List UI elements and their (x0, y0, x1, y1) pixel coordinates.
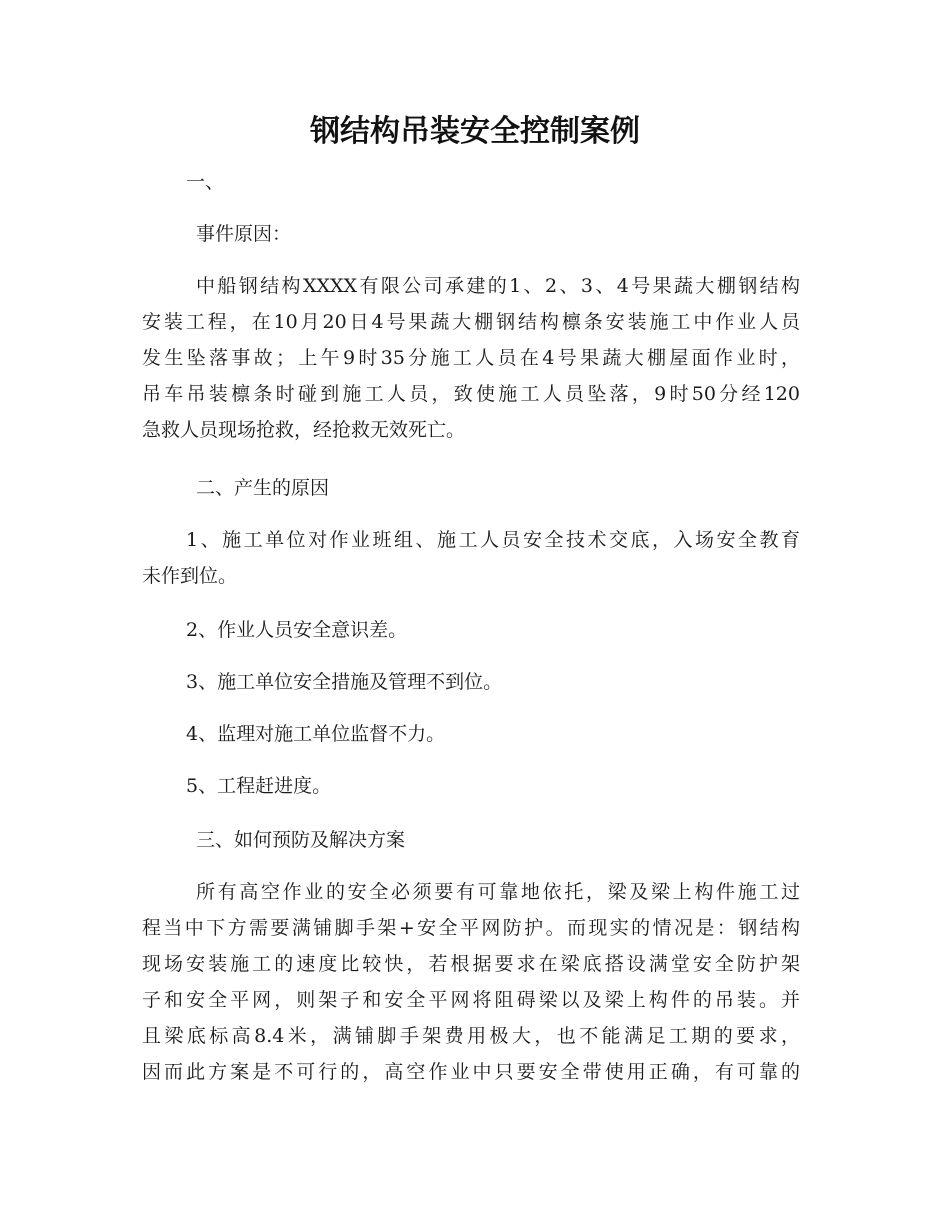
event-line: 急救人员现场抢救，经抢救无效死亡。 (142, 419, 466, 441)
cause-item: 1、施工单位对作业班组、施工人员安全技术交底，入场安全教育 (186, 529, 800, 551)
cause-item-continuation: 未作到位。 (142, 565, 238, 587)
event-heading: 事件原因： (196, 223, 292, 245)
cause-item: 5、工程赶进度。 (186, 775, 332, 797)
cause-item: 4、监理对施工单位监督不力。 (186, 723, 446, 745)
section1-heading: 一、 (186, 171, 225, 193)
section3-heading: 三、如何预防及解决方案 (196, 829, 406, 851)
event-line: 安装工程，在10月20日4号果蔬大棚钢结构檩条安装施工中作业人员 (142, 311, 800, 333)
event-line: 中船钢结构XXXX有限公司承建的1、2、3、4号果蔬大棚钢结构 (196, 275, 800, 297)
event-line: 吊车吊装檩条时碰到施工人员，致使施工人员坠落，9时50分经120 (142, 383, 800, 405)
solution-line: 因而此方案是不可行的，高空作业中只要安全带使用正确，有可靠的 (142, 1061, 800, 1083)
document-title: 钢结构吊装安全控制案例 (310, 114, 640, 149)
event-line: 发生坠落事故；上午9时35分施工人员在4号果蔬大棚屋面作业时， (142, 347, 800, 369)
section2-heading: 二、产生的原因 (196, 477, 330, 499)
cause-item: 3、施工单位安全措施及管理不到位。 (186, 671, 503, 693)
solution-line: 程当中下方需要满铺脚手架+安全平网防护。而现实的情况是：钢结构 (142, 917, 800, 939)
solution-line: 且梁底标高8.4米，满铺脚手架费用极大，也不能满足工期的要求， (142, 1025, 800, 1047)
cause-item: 2、作业人员安全意识差。 (186, 619, 408, 641)
solution-line: 子和安全平网，则架子和安全平网将阻碍梁以及梁上构件的吊装。并 (142, 989, 800, 1011)
solution-line: 所有高空作业的安全必须要有可靠地依托，梁及梁上构件施工过 (196, 881, 800, 903)
solution-line: 现场安装施工的速度比较快，若根据要求在梁底搭设满堂安全防护架 (142, 953, 800, 975)
